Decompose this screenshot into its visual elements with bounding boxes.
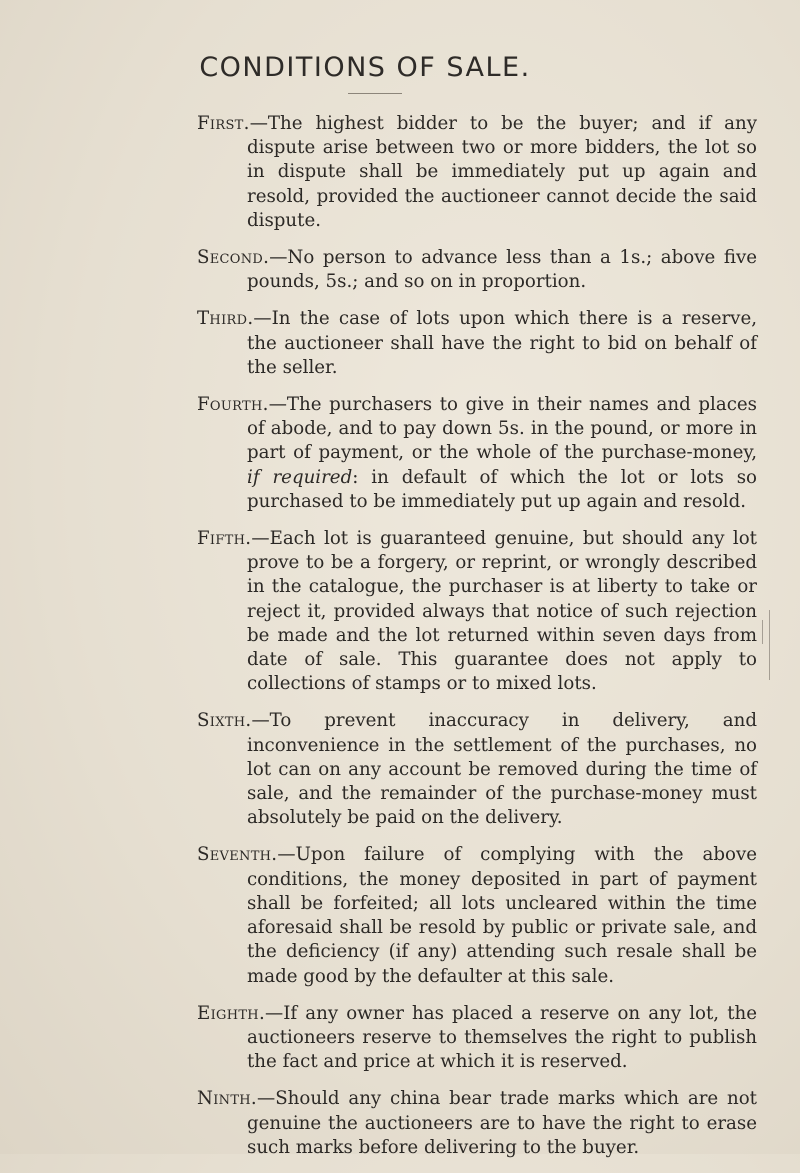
- condition-text: —Should any china bear trade marks which are not genuine the auctioneers are to have the right to erase such marks before delivering to the buyer.: [247, 1088, 757, 1158]
- condition-seventh: [197, 843, 757, 988]
- title-underline: [348, 93, 402, 94]
- condition-text: —If any owner has placed a reserve on any lot, the auctioneers reserve to themselves the right to publish the fact and price at which it is reserved.: [247, 1002, 757, 1073]
- condition-text: —Upon failure of complying with the above conditions, the money deposited in part of payment shall be forfeited; all lots uncleared within the time aforesaid shall be resold by public or private sale, and the deficiency (if any) attending such resale shall be made good by the defaulter at this sale.: [247, 844, 757, 987]
- condition-ordinal: Second.: [197, 247, 270, 269]
- condition-text: —No person to advance less than a 1s.; above five pounds, 5s.; and so on in proportion.: [247, 247, 757, 293]
- condition-text: —To prevent inaccuracy in delivery, and inconvenience in the settlement of the purchases, no lot can on any account be removed during the time of sale, and the remainder of the purchase-money must absolutely be paid on the delivery.: [247, 710, 757, 829]
- condition-text: —The highest bidder to be the buyer; and if any dispute arise between two or more bidders, the lot so in dispute shall be immediately put up again and resold, provided the auctioneer cannot decide the said dispute.: [247, 113, 757, 231]
- condition-ordinal: Fourth.: [197, 394, 269, 416]
- condition-ninth: [197, 1087, 757, 1160]
- condition-fifth: [197, 527, 757, 696]
- condition-text: —Each lot is guaranteed genuine, but should any lot prove to be a forgery, or reprint, or wrongly described in the catalogue, the purchaser is at liberty to take or reject it, provided always that notice of such rejection be made and the lot returned within seven days from date of sale. This guarantee does not apply to collections of stamps or to mixed lots.: [247, 528, 757, 695]
- condition-ordinal: First.: [197, 113, 250, 134]
- condition-ordinal: Third.: [197, 308, 254, 330]
- conditions-list: [197, 112, 757, 1173]
- condition-text: : in default of which the lot or lots so purchased to be immediately put up again and resold.: [247, 466, 757, 512]
- condition-text: —In the case of lots upon which there is a reserve, the auctioneer shall have the right to bid on behalf of the seller.: [247, 308, 757, 378]
- condition-eighth: [197, 1002, 757, 1075]
- condition-text: —The purchasers to give in their names and places of abode, and to pay down 5s. in the pound, or more in part of payment, or the whole of the purchase-money,: [247, 394, 757, 464]
- condition-sixth: [197, 709, 757, 830]
- condition-text-italic: if required: [247, 466, 353, 488]
- condition-fourth: [197, 393, 757, 514]
- condition-ordinal: Seventh.: [197, 844, 278, 866]
- condition-ordinal: Fifth.: [197, 528, 252, 550]
- page-title: CONDITIONS OF SALE.: [199, 52, 531, 83]
- page-edge-mark: [762, 620, 763, 644]
- page-edge-mark: [769, 610, 770, 680]
- condition-ordinal: Sixth.: [197, 710, 252, 732]
- condition-ordinal: Eighth.: [197, 1002, 266, 1024]
- condition-second: [197, 246, 757, 294]
- condition-third: [197, 307, 757, 380]
- condition-first: [197, 112, 757, 233]
- condition-ordinal: Ninth.: [197, 1088, 258, 1110]
